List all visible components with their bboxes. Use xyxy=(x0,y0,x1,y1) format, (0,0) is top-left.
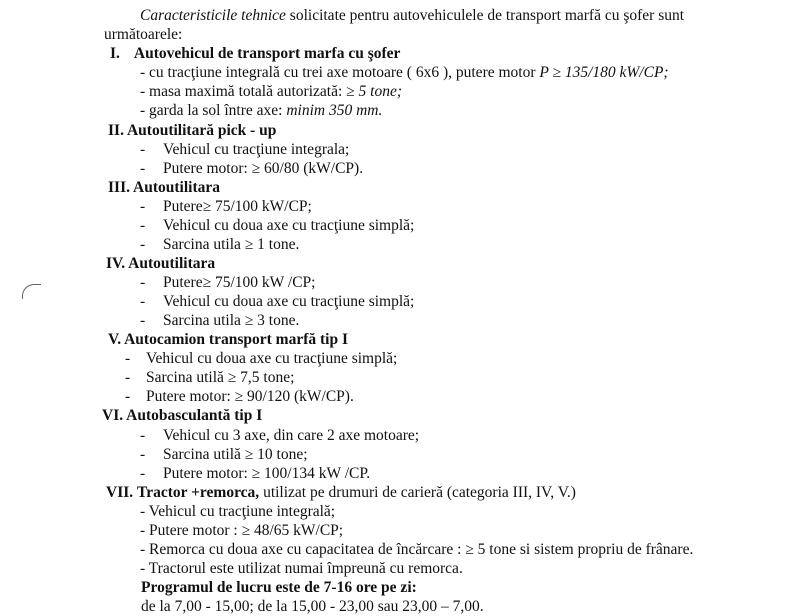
section-6-title: Autobasculantă tip I xyxy=(126,407,263,424)
section-7-title: Tractor +remorca, xyxy=(137,484,260,501)
section-7-title-rest: utilizat pe drumuri de carieră (categoria III, IV, V.) xyxy=(259,484,576,501)
bullet-dash: - xyxy=(140,312,146,329)
section-7-item-2: - Putere motor : ≥ 48/65 kW/CP; xyxy=(140,522,344,539)
section-1-line-3-value: minim 350 mm. xyxy=(286,102,383,119)
section-1-title: Autovehicul de transport marfa cu şofer xyxy=(133,45,401,62)
section-3-item-3: Sarcina utila ≥ 1 tone. xyxy=(163,236,300,253)
section-1-line-1-text: - cu tracţiune integrală cu trei axe motoare ( 6x6 ), putere motor xyxy=(140,64,540,81)
section-5-item-3: Putere motor: ≥ 90/120 (kW/CP). xyxy=(146,388,354,405)
section-1-heading xyxy=(110,44,400,63)
section-5-heading xyxy=(108,330,348,349)
bullet-dash: - xyxy=(140,274,146,291)
intro-lead: Caracteristicile tehnice xyxy=(140,7,286,24)
section-6-heading xyxy=(102,406,262,425)
section-2-item-1: Vehicul cu tracţiune integrala; xyxy=(163,141,350,158)
section-2-number: II. xyxy=(108,122,124,139)
section-4-number: IV. xyxy=(106,255,126,272)
bullet-dash: - xyxy=(140,236,146,253)
bullet-dash: - xyxy=(140,160,146,177)
program-hours: de la 7,00 - 15,00; de la 15,00 - 23,00 sau 23,00 – 7,00. xyxy=(141,598,484,615)
section-6-item-3: Putere motor: ≥ 100/134 kW /CP. xyxy=(163,465,371,482)
bullet-dash: - xyxy=(125,369,131,386)
section-1-line-1 xyxy=(140,63,669,82)
section-1-line-3 xyxy=(140,101,382,120)
section-3-heading xyxy=(108,178,220,197)
section-7-item-4: - Tractorul este utilizat numai împreună cu remorca. xyxy=(140,560,463,577)
section-1-line-2-text: - masa maximă totală autorizată: xyxy=(140,83,347,100)
intro-rest: solicitate pentru autovehiculele de transport marfă cu şofer sunt xyxy=(285,7,685,24)
section-4-item-3: Sarcina utila ≥ 3 tone. xyxy=(163,312,300,329)
bullet-dash: - xyxy=(140,427,146,444)
section-1-number: I. xyxy=(110,45,120,62)
section-6-number: VI. xyxy=(102,407,124,424)
section-5-number: V. xyxy=(108,331,122,348)
section-2-title: Autoutilitară pick - up xyxy=(126,122,277,139)
section-7-heading xyxy=(106,483,576,502)
intro-line xyxy=(140,6,684,25)
section-4-item-2: Vehicul cu doua axe cu tracţiune simplă; xyxy=(163,293,415,310)
program-title: Programul de lucru este de 7-16 ore pe zi: xyxy=(141,579,417,596)
section-6-item-1: Vehicul cu 3 axe, din care 2 axe motoare; xyxy=(163,427,420,444)
section-2-heading xyxy=(108,121,276,140)
section-4-title: Autoutilitara xyxy=(128,255,216,272)
section-3-item-2: Vehicul cu doua axe cu tracţiune simplă; xyxy=(163,217,415,234)
bullet-dash: - xyxy=(140,198,146,215)
bullet-dash: - xyxy=(125,388,131,405)
section-1-line-2-value: ≥ 5 tone; xyxy=(346,83,403,100)
section-2-item-2: Putere motor: ≥ 60/80 (kW/CP). xyxy=(163,160,364,177)
section-3-item-1: Putere≥ 75/100 kW/CP; xyxy=(163,198,312,215)
bullet-dash: - xyxy=(140,465,146,482)
bullet-dash: - xyxy=(140,217,146,234)
section-3-number: III. xyxy=(108,179,130,196)
page-curl-mark xyxy=(22,284,41,299)
section-3-title: Autoutilitara xyxy=(133,179,220,196)
bullet-dash: - xyxy=(140,446,146,463)
section-5-item-1: Vehicul cu doua axe cu tracţiune simplă; xyxy=(146,350,398,367)
section-1-line-2 xyxy=(140,82,402,101)
bullet-dash: - xyxy=(140,293,146,310)
bullet-dash: - xyxy=(140,141,146,158)
section-1-line-3-text: - garda la sol între axe: xyxy=(140,102,287,119)
section-4-heading xyxy=(106,254,215,273)
intro-line2: următoarele: xyxy=(104,26,183,43)
bullet-dash: - xyxy=(125,350,131,367)
section-5-item-2: Sarcina utilă ≥ 7,5 tone; xyxy=(146,369,295,386)
section-7-item-1: - Vehicul cu tracţiune integrală; xyxy=(140,503,336,520)
section-4-item-1: Putere≥ 75/100 kW /CP; xyxy=(163,274,316,291)
section-1-line-1-value: P ≥ 135/180 kW/CP; xyxy=(539,64,669,81)
section-7-item-3: - Remorca cu doua axe cu capacitatea de încărcare : ≥ 5 tone si sistem propriu de frânare. xyxy=(140,541,694,558)
section-5-title: Autocamion transport marfă tip I xyxy=(124,331,348,348)
section-7-number: VII. xyxy=(106,484,134,501)
section-6-item-2: Sarcina utilă ≥ 10 tone; xyxy=(163,446,308,463)
